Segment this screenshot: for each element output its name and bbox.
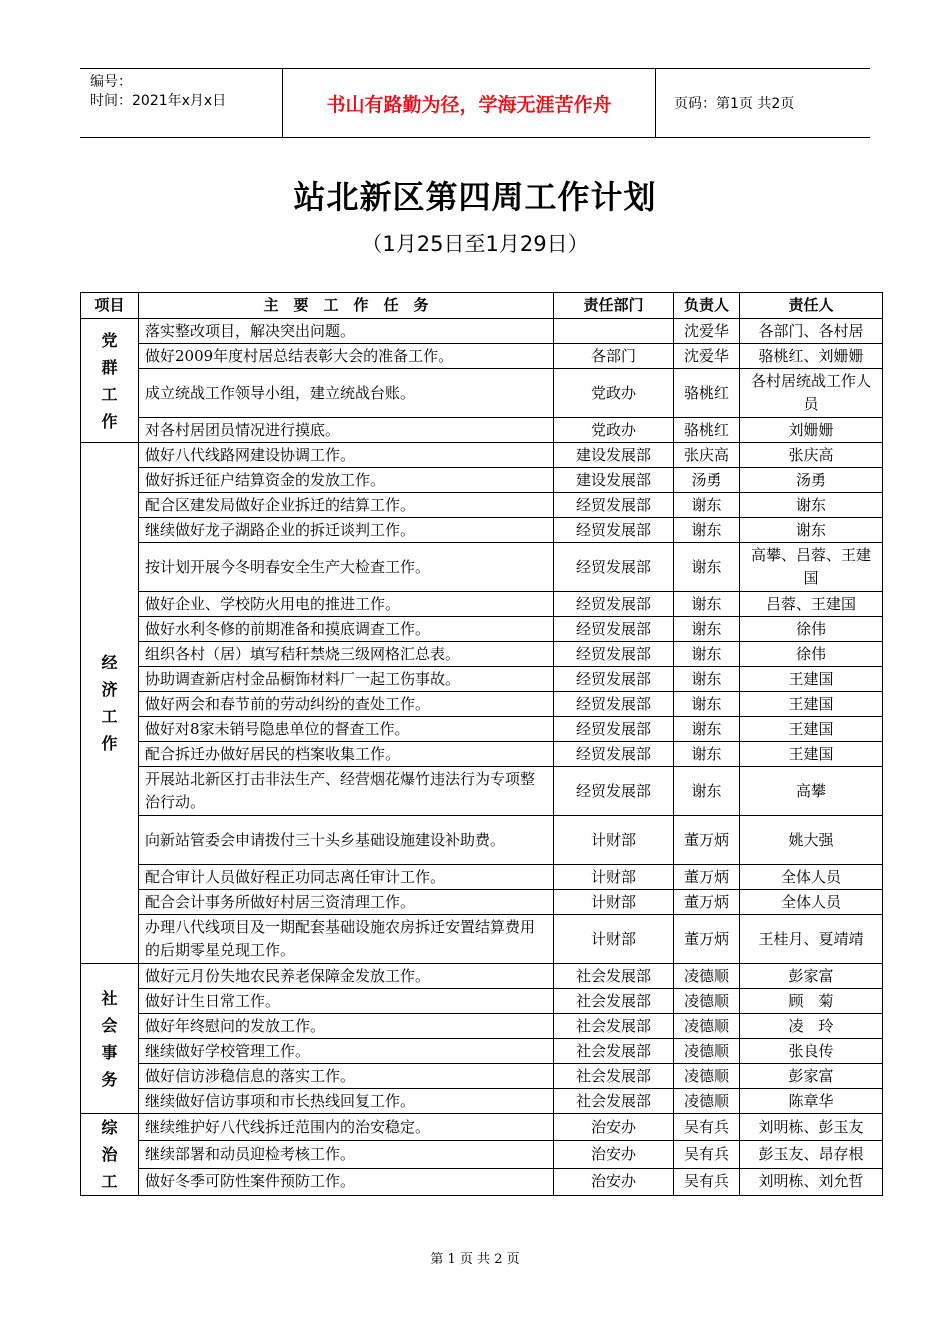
table-row xyxy=(81,642,883,667)
dept-cell: 经贸发展部 xyxy=(554,667,674,692)
table-row xyxy=(81,890,883,915)
lead-cell: 骆桃红 xyxy=(674,418,740,443)
dept-cell: 计财部 xyxy=(554,865,674,890)
category-char: 会 xyxy=(101,1015,118,1035)
table-row xyxy=(81,369,883,418)
dept-cell: 经贸发展部 xyxy=(554,518,674,543)
category-char: 治 xyxy=(101,1145,118,1164)
resp-cell: 刘明栋、彭玉友 xyxy=(740,1114,883,1141)
dept-cell: 治安办 xyxy=(554,1141,674,1168)
resp-cell: 高攀、吕蓉、王建国 xyxy=(740,543,883,592)
resp-cell: 凌 玲 xyxy=(740,1014,883,1039)
category-char: 经 xyxy=(101,653,118,672)
category-char: 社 xyxy=(101,988,118,1008)
lead-cell: 沈爱华 xyxy=(674,319,740,344)
dept-cell: 建设发展部 xyxy=(554,443,674,468)
task-cell: 做好2009年度村居总结表彰大会的准备工作。 xyxy=(139,344,554,369)
table-row xyxy=(81,1039,883,1064)
table-row xyxy=(81,617,883,642)
table-row xyxy=(81,1064,883,1089)
task-cell: 做好冬季可防性案件预防工作。 xyxy=(139,1168,554,1195)
lead-cell: 吴有兵 xyxy=(674,1141,740,1168)
dept-cell: 计财部 xyxy=(554,816,674,865)
lead-cell: 谢东 xyxy=(674,592,740,617)
table-header-row xyxy=(81,293,883,319)
category-char: 综 xyxy=(101,1118,118,1137)
task-cell: 做好两会和春节前的劳动纠纷的查处工作。 xyxy=(139,692,554,717)
lead-cell: 骆桃红 xyxy=(674,369,740,418)
category-char: 工 xyxy=(101,1172,118,1191)
task-cell: 做好八代线路网建设协调工作。 xyxy=(139,443,554,468)
dept-cell: 计财部 xyxy=(554,890,674,915)
category-cell xyxy=(81,443,139,964)
lead-cell: 张庆高 xyxy=(674,443,740,468)
task-cell: 配合会计事务所做好村居三资清理工作。 xyxy=(139,890,554,915)
category-char: 群 xyxy=(101,357,118,377)
category-char: 作 xyxy=(101,411,118,431)
table-row xyxy=(81,865,883,890)
dept-cell: 社会发展部 xyxy=(554,1064,674,1089)
resp-cell: 全体人员 xyxy=(740,890,883,915)
task-cell: 继续做好学校管理工作。 xyxy=(139,1039,554,1064)
task-cell: 成立统战工作领导小组，建立统战台账。 xyxy=(139,369,554,418)
resp-cell: 张庆高 xyxy=(740,443,883,468)
resp-cell: 彭家富 xyxy=(740,1064,883,1089)
dept-cell: 建设发展部 xyxy=(554,468,674,493)
task-cell: 配合区建发局做好企业拆迁的结算工作。 xyxy=(139,493,554,518)
page-footer: 第 1 页 共 2 页 xyxy=(430,1252,520,1267)
resp-cell: 王建国 xyxy=(740,667,883,692)
table-row xyxy=(81,319,883,344)
lead-cell: 汤勇 xyxy=(674,468,740,493)
dept-cell: 经贸发展部 xyxy=(554,692,674,717)
lead-cell: 谢东 xyxy=(674,543,740,592)
task-cell: 对各村居团员情况进行摸底。 xyxy=(139,418,554,443)
dept-cell: 经贸发展部 xyxy=(554,493,674,518)
table-row xyxy=(81,742,883,767)
col-header-lead: 负责人 xyxy=(674,293,740,319)
task-cell: 继续维护好八代线拆迁范围内的治安稳定。 xyxy=(139,1114,554,1141)
category-char: 作 xyxy=(101,734,118,753)
table-row xyxy=(81,493,883,518)
lead-cell: 董万炳 xyxy=(674,865,740,890)
resp-cell: 高攀 xyxy=(740,767,883,816)
task-cell: 继续部署和动员迎检考核工作。 xyxy=(139,1141,554,1168)
task-cell: 做好企业、学校防火用电的推进工作。 xyxy=(139,592,554,617)
dept-cell: 社会发展部 xyxy=(554,1014,674,1039)
work-plan-table xyxy=(80,292,883,1196)
dept-cell xyxy=(554,319,674,344)
lead-cell: 谢东 xyxy=(674,742,740,767)
resp-cell: 顾 菊 xyxy=(740,989,883,1014)
dept-cell: 党政办 xyxy=(554,369,674,418)
category-cell xyxy=(81,319,139,443)
dept-cell: 各部门 xyxy=(554,344,674,369)
table-row xyxy=(81,592,883,617)
table-row xyxy=(81,468,883,493)
table-row xyxy=(81,964,883,989)
resp-cell: 徐伟 xyxy=(740,617,883,642)
lead-cell: 谢东 xyxy=(674,642,740,667)
dept-cell: 治安办 xyxy=(554,1168,674,1195)
table-row xyxy=(81,418,883,443)
dept-cell: 治安办 xyxy=(554,1114,674,1141)
table-row xyxy=(81,915,883,964)
task-cell: 配合拆迁办做好居民的档案收集工作。 xyxy=(139,742,554,767)
table-row xyxy=(81,667,883,692)
resp-cell: 全体人员 xyxy=(740,865,883,890)
page-label xyxy=(664,69,870,137)
task-cell: 继续做好信访事项和市长热线回复工作。 xyxy=(139,1089,554,1114)
resp-cell: 徐伟 xyxy=(740,642,883,667)
table-row xyxy=(81,1141,883,1168)
table-row xyxy=(81,344,883,369)
task-cell: 办理八代线项目及一期配套基础设施农房拆迁安置结算费用的后期零星兑现工作。 xyxy=(139,915,554,964)
resp-cell: 吕蓉、王建国 xyxy=(740,592,883,617)
task-cell: 组织各村（居）填写秸秆禁烧三级网格汇总表。 xyxy=(139,642,554,667)
task-cell: 配合审计人员做好程正功同志离任审计工作。 xyxy=(139,865,554,890)
resp-cell: 汤勇 xyxy=(740,468,883,493)
lead-cell: 谢东 xyxy=(674,767,740,816)
dept-cell: 社会发展部 xyxy=(554,1039,674,1064)
task-cell: 向新站管委会申请拨付三十头乡基础设施建设补助费。 xyxy=(139,816,554,865)
task-cell: 做好计生日常工作。 xyxy=(139,989,554,1014)
lead-cell: 凌德顺 xyxy=(674,964,740,989)
resp-cell: 骆桃红、刘姗姗 xyxy=(740,344,883,369)
resp-cell: 王建国 xyxy=(740,742,883,767)
task-cell: 按计划开展今冬明春安全生产大检查工作。 xyxy=(139,543,554,592)
category-cell xyxy=(81,964,139,1114)
table-row xyxy=(81,767,883,816)
category-char: 党 xyxy=(101,330,118,350)
task-cell: 做好年终慰问的发放工作。 xyxy=(139,1014,554,1039)
table-row xyxy=(81,1089,883,1114)
lead-cell: 谢东 xyxy=(674,617,740,642)
task-cell: 开展站北新区打击非法生产、经营烟花爆竹违法行为专项整治行动。 xyxy=(139,767,554,816)
resp-cell: 各部门、各村居 xyxy=(740,319,883,344)
resp-cell: 张良传 xyxy=(740,1039,883,1064)
table-row xyxy=(81,692,883,717)
resp-cell: 王建国 xyxy=(740,692,883,717)
lead-cell: 吴有兵 xyxy=(674,1168,740,1195)
lead-cell: 谢东 xyxy=(674,692,740,717)
resp-cell: 刘明栋、刘允哲 xyxy=(740,1168,883,1195)
table-row xyxy=(81,1168,883,1195)
lead-cell: 凌德顺 xyxy=(674,989,740,1014)
page-label-text: 页码：第1页 共2页 xyxy=(674,96,795,112)
category-cell xyxy=(81,1114,139,1196)
table-row xyxy=(81,1014,883,1039)
resp-cell: 刘姗姗 xyxy=(740,418,883,443)
col-header-resp: 责任人 xyxy=(740,293,883,319)
number-label: 编号： xyxy=(90,74,132,90)
lead-cell: 沈爱华 xyxy=(674,344,740,369)
task-cell: 做好水利冬修的前期准备和摸底调查工作。 xyxy=(139,617,554,642)
resp-cell: 彭家富 xyxy=(740,964,883,989)
lead-cell: 吴有兵 xyxy=(674,1114,740,1141)
table-body xyxy=(81,319,883,1196)
page-subtitle: （1月25日至1月29日） xyxy=(361,232,589,256)
task-cell: 落实整改项目，解决突出问题。 xyxy=(139,319,554,344)
table-row xyxy=(81,518,883,543)
task-cell: 做好信访涉稳信息的落实工作。 xyxy=(139,1064,554,1089)
dept-cell: 社会发展部 xyxy=(554,1089,674,1114)
lead-cell: 董万炳 xyxy=(674,816,740,865)
dept-cell: 社会发展部 xyxy=(554,989,674,1014)
col-header-task: 主 要 工 作 任 务 xyxy=(139,293,554,319)
dept-cell: 计财部 xyxy=(554,915,674,964)
table-row xyxy=(81,816,883,865)
resp-cell: 姚大强 xyxy=(740,816,883,865)
task-cell: 做好拆迁征户结算资金的发放工作。 xyxy=(139,468,554,493)
category-char: 务 xyxy=(101,1069,118,1089)
page-title: 站北新区第四周工作计划 xyxy=(293,178,657,216)
time-label: 时间：2021年x月x日 xyxy=(90,93,227,109)
motto: 书山有路勤为径，学海无涯苦作舟 xyxy=(282,69,656,137)
lead-cell: 谢东 xyxy=(674,493,740,518)
lead-cell: 谢东 xyxy=(674,667,740,692)
task-cell: 做好元月份失地农民养老保障金发放工作。 xyxy=(139,964,554,989)
resp-cell: 王建国 xyxy=(740,717,883,742)
col-header-dept: 责任部门 xyxy=(554,293,674,319)
dept-cell: 党政办 xyxy=(554,418,674,443)
lead-cell: 谢东 xyxy=(674,518,740,543)
resp-cell: 彭玉友、昂存根 xyxy=(740,1141,883,1168)
header-meta xyxy=(80,69,280,137)
document-header xyxy=(80,68,870,138)
lead-cell: 谢东 xyxy=(674,717,740,742)
category-char: 事 xyxy=(101,1042,118,1062)
col-header-project: 项目 xyxy=(81,293,139,319)
lead-cell: 凌德顺 xyxy=(674,1064,740,1089)
category-char: 工 xyxy=(101,384,118,404)
category-char: 工 xyxy=(101,707,118,726)
table-row xyxy=(81,1114,883,1141)
dept-cell: 经贸发展部 xyxy=(554,642,674,667)
resp-cell: 谢东 xyxy=(740,493,883,518)
dept-cell: 经贸发展部 xyxy=(554,742,674,767)
lead-cell: 凌德顺 xyxy=(674,1014,740,1039)
task-cell: 做好对8家未销号隐患单位的督查工作。 xyxy=(139,717,554,742)
dept-cell: 经贸发展部 xyxy=(554,767,674,816)
dept-cell: 经贸发展部 xyxy=(554,543,674,592)
task-cell: 继续做好龙子湖路企业的拆迁谈判工作。 xyxy=(139,518,554,543)
dept-cell: 经贸发展部 xyxy=(554,617,674,642)
dept-cell: 经贸发展部 xyxy=(554,717,674,742)
resp-cell: 王桂月、夏靖靖 xyxy=(740,915,883,964)
lead-cell: 董万炳 xyxy=(674,890,740,915)
category-char: 济 xyxy=(101,680,118,699)
resp-cell: 谢东 xyxy=(740,518,883,543)
dept-cell: 经贸发展部 xyxy=(554,592,674,617)
lead-cell: 董万炳 xyxy=(674,915,740,964)
table-row xyxy=(81,989,883,1014)
table-row xyxy=(81,717,883,742)
resp-cell: 各村居统战工作人员 xyxy=(740,369,883,418)
lead-cell: 凌德顺 xyxy=(674,1039,740,1064)
table-row xyxy=(81,443,883,468)
resp-cell: 陈章华 xyxy=(740,1089,883,1114)
lead-cell: 凌德顺 xyxy=(674,1089,740,1114)
dept-cell: 社会发展部 xyxy=(554,964,674,989)
task-cell: 协助调查新店村金品橱饰材料厂一起工伤事故。 xyxy=(139,667,554,692)
table-row xyxy=(81,543,883,592)
